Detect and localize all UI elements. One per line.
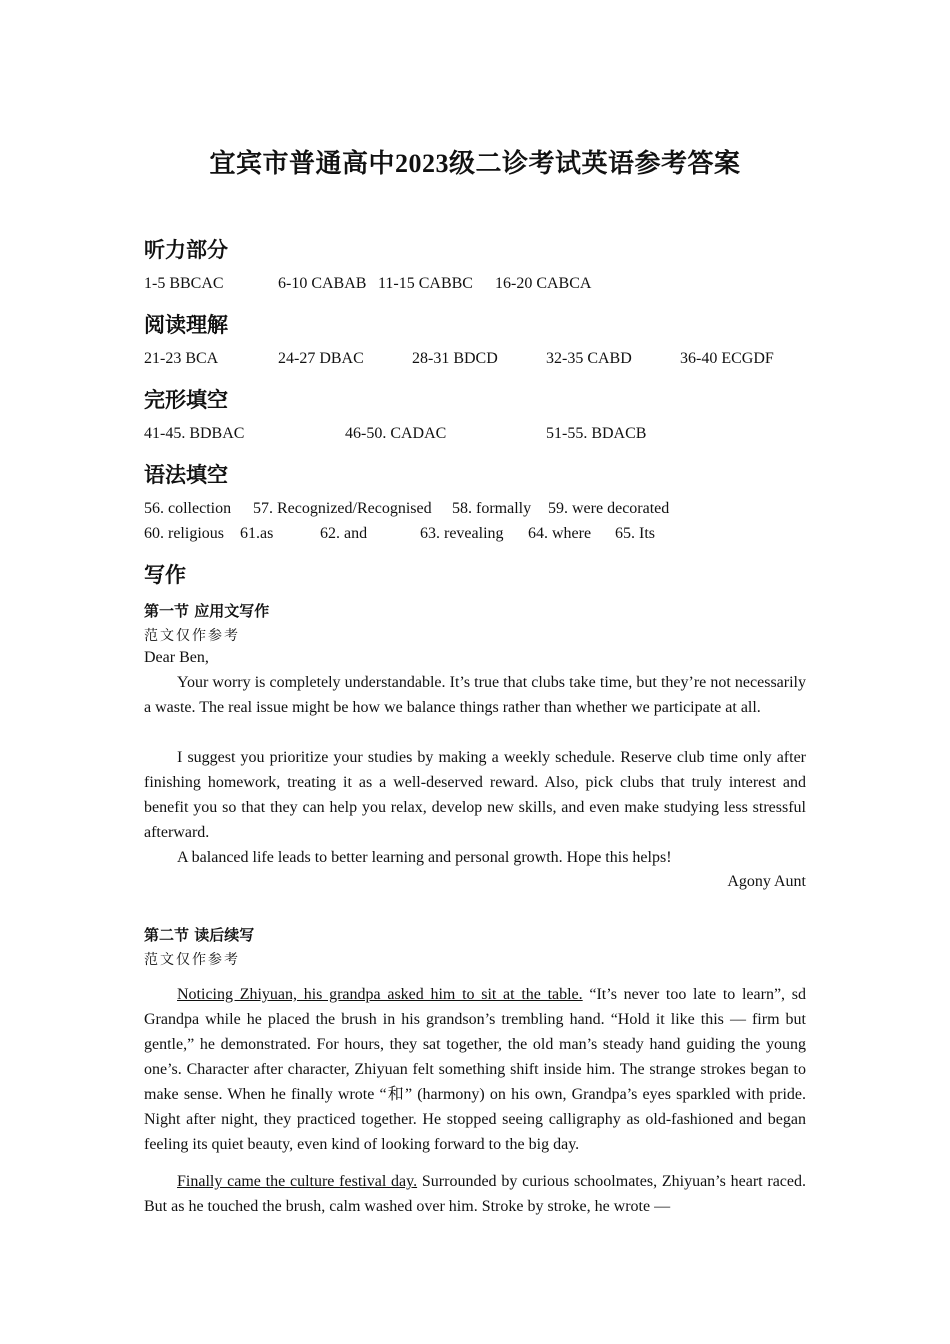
letter-paragraph: A balanced life leads to better learning and personal growth. Hope this helps! — [177, 849, 672, 866]
answer-group: 11-15 CABBC — [378, 275, 473, 292]
paragraph-lead-sentence: Noticing Zhiyuan, his grandpa asked him to sit at the table. — [177, 986, 583, 1003]
answer-group: 21-23 BCA — [144, 350, 219, 367]
answer-group: 28-31 BDCD — [412, 350, 498, 367]
answer-group: 32-35 CABD — [546, 350, 632, 367]
listening-heading: 听力部分 — [144, 238, 228, 262]
writing-part2-heading: 第二节 读后续写 — [144, 926, 255, 944]
answer-group: 46-50. CADAC — [345, 425, 447, 442]
continuation-paragraph-1 — [144, 982, 806, 1157]
answer-item: 64. where — [528, 525, 592, 542]
answer-item: 56. collection — [144, 500, 232, 517]
continuation-paragraph-2 — [144, 1169, 806, 1219]
answer-item: 61.as — [240, 525, 274, 542]
writing-part1-heading: 第一节 应用文写作 — [144, 602, 270, 620]
answer-group: 6-10 CABAB — [278, 275, 367, 292]
paragraph-body: “It’s never too late to learn”, sd Grandpa while he placed the brush in his grandson’s trembling hand. “Hold it like this — firm but gentle,” he demonstrated. For hours, they sat together, the old man’s steady hand guiding the young one’s. Character after character, Zhiyuan felt something shift inside him. The strange strokes began to make sense. When he finally wrote “和” (harmony) on his own, Grandpa’s eyes sparkled with pride. Night after night, they practiced together. He stopped seeing calligraphy as old-fashioned and began feeling its quiet beauty, even kind of looking forward to the big day. — [144, 986, 806, 1153]
answer-item: 59. were decorated — [548, 500, 670, 517]
cloze-heading: 完形填空 — [144, 388, 228, 412]
letter-signature: Agony Aunt — [727, 873, 806, 890]
answer-item: 60. religious — [144, 525, 224, 542]
reading-heading: 阅读理解 — [144, 313, 228, 337]
letter-paragraph: Your worry is completely understandable. It’s true that clubs take time, but they’re not necessarily a waste. The real issue might be how we balance things rather than whether we participate at all. — [144, 674, 806, 716]
writing-heading: 写作 — [144, 563, 186, 587]
paragraph-body: Surrounded by curious schoolmates, Zhiyuan’s heart raced. But as he touched the brush, calm washed over him. Stroke by stroke, he wrote — — [144, 1173, 807, 1215]
answer-item: 63. revealing — [420, 525, 504, 542]
answer-group: 1-5 BBCAC — [144, 275, 224, 292]
letter-greeting: Dear Ben, — [144, 649, 209, 666]
answer-group: 51-55. BDACB — [546, 425, 647, 442]
page-title: 宜宾市普通高中2023级二诊考试英语参考答案 — [209, 149, 741, 178]
answer-group: 16-20 CABCA — [495, 275, 592, 292]
answer-group: 41-45. BDBAC — [144, 425, 245, 442]
answer-group: 36-40 ECGDF — [680, 350, 774, 367]
answer-group: 24-27 DBAC — [278, 350, 364, 367]
paragraph-lead-sentence: Finally came the culture festival day. — [177, 1173, 418, 1190]
answer-item: 62. and — [320, 525, 368, 542]
answer-item: 58. formally — [452, 500, 532, 517]
reference-note: 范文仅作参考 — [144, 628, 240, 644]
answer-item: 57. Recognized/Recognised — [253, 500, 432, 517]
answer-item: 65. Its — [615, 525, 655, 542]
letter-paragraph: I suggest you prioritize your studies by making a weekly schedule. Reserve club time only after finishing homework, treating it as a well-deserved reward. Also, pick clubs that truly interest and benefit you so that they can help you relax, develop new skills, and even make studying less stressful afterward. — [144, 749, 806, 841]
grammar-heading: 语法填空 — [144, 463, 228, 487]
reference-note: 范文仅作参考 — [144, 952, 240, 968]
